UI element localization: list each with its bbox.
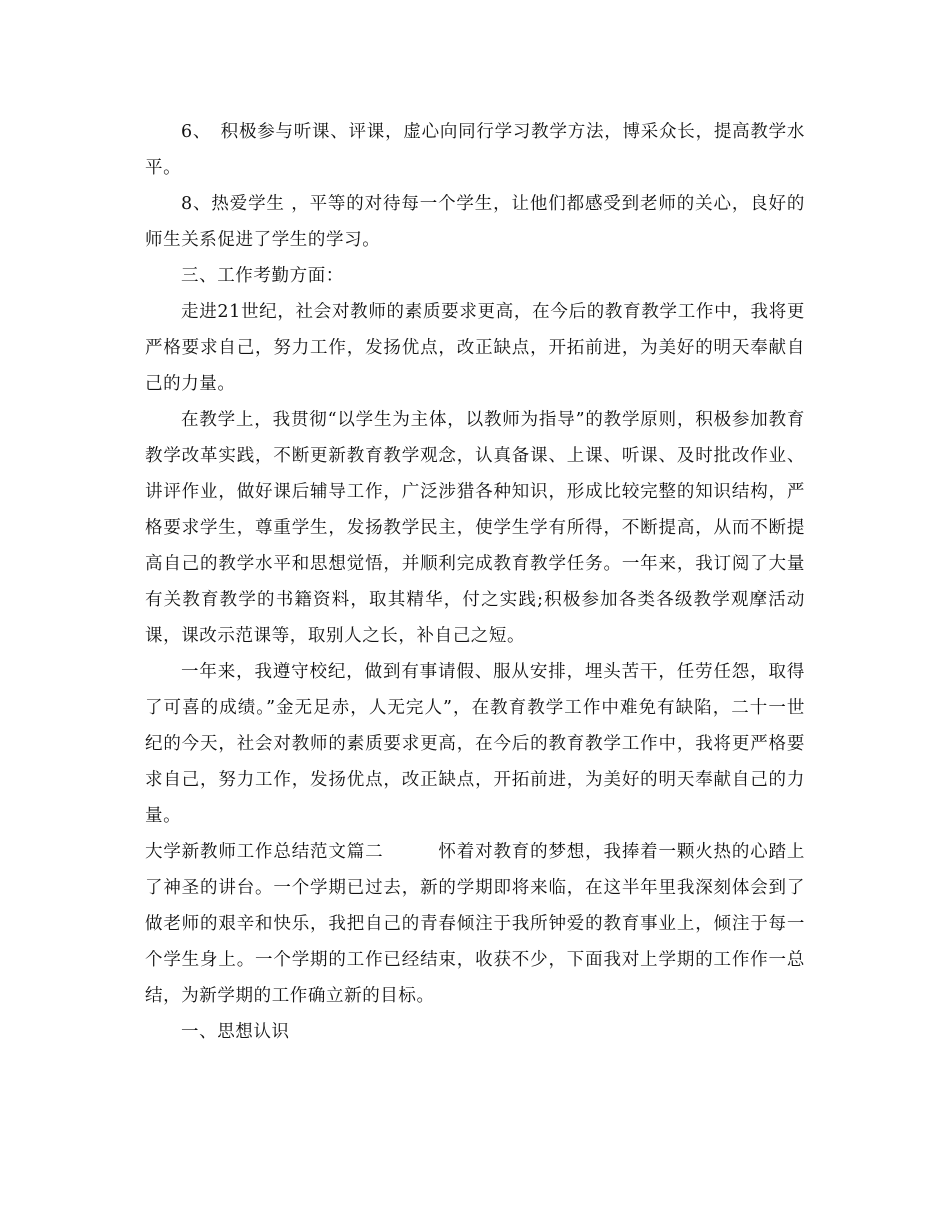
- section-heading-thinking: 一、思想认识: [181, 1022, 290, 1042]
- paragraph-item-6: 6、 积极参与听课、评课，虚心向同行学习教学方法，博采众长，提高教学水平。: [145, 122, 805, 178]
- document-page: [145, 114, 805, 1050]
- paragraph-21st-century: 走进21世纪，社会对教师的素质要求更高，在今后的教育教学工作中，我将更严格要求自己，努力工作，发扬优点，改正缺点，开拓前进，为美好的明天奉献自己的力量。: [145, 302, 805, 394]
- paragraph-teaching: 在教学上，我贯彻“以学生为主体，以教师为指导”的教学原则，积极参加教育教学改革实践，不断更新教育教学观念，认真备课、上课、听课、及时批改作业、讲评作业，做好课后辅导工作，广泛涉猎各种知识，形成比较完整的知识结构，严格要求学生，尊重学生，发扬教学民主，使学生学有所得，不断提高，从而不断提高自己的教学水平和思想觉悟，并顺利完成教育教学任务。一年来，我订阅了大量有关教育教学的书籍资料，取其精华，付之实践;积极参加各类各级教学观摩活动课，课改示范课等，取别人之长，补自己之短。: [145, 410, 805, 646]
- paragraph-one-year: 一年来，我遵守校纪，做到有事请假、服从安排，埋头苦干，任劳任怨，取得了可喜的成绩。”金无足赤，人无完人”，在教育教学工作中难免有缺陷，二十一世纪的今天，社会对教师的素质要求更高，在今后的教育教学工作中，我将更严格要求自己，努力工作，发扬优点，改正缺点，开拓前进，为美好的明天奉献自己的力量。: [145, 662, 805, 826]
- paragraph-item-8: 8、热爱学生 ，平等的对待每一个学生，让他们都感受到老师的关心，良好的师生关系促进了学生的学习。: [145, 194, 805, 250]
- section-heading-attendance: 三、工作考勤方面：: [181, 266, 344, 286]
- article-two-intro: 大学新教师工作总结范文篇二 怀着对教育的梦想，我捧着一颗火热的心踏上了神圣的讲台。一个学期已过去，新的学期即将来临，在这半年里我深刻体会到了做老师的艰辛和快乐，我把自己的青春倾注于我所钟爱的教育事业上，倾注于每一个学生身上。一个学期的工作已经结束，收获不少，下面我对上学期的工作作一总结，为新学期的工作确立新的目标。: [145, 842, 805, 1006]
